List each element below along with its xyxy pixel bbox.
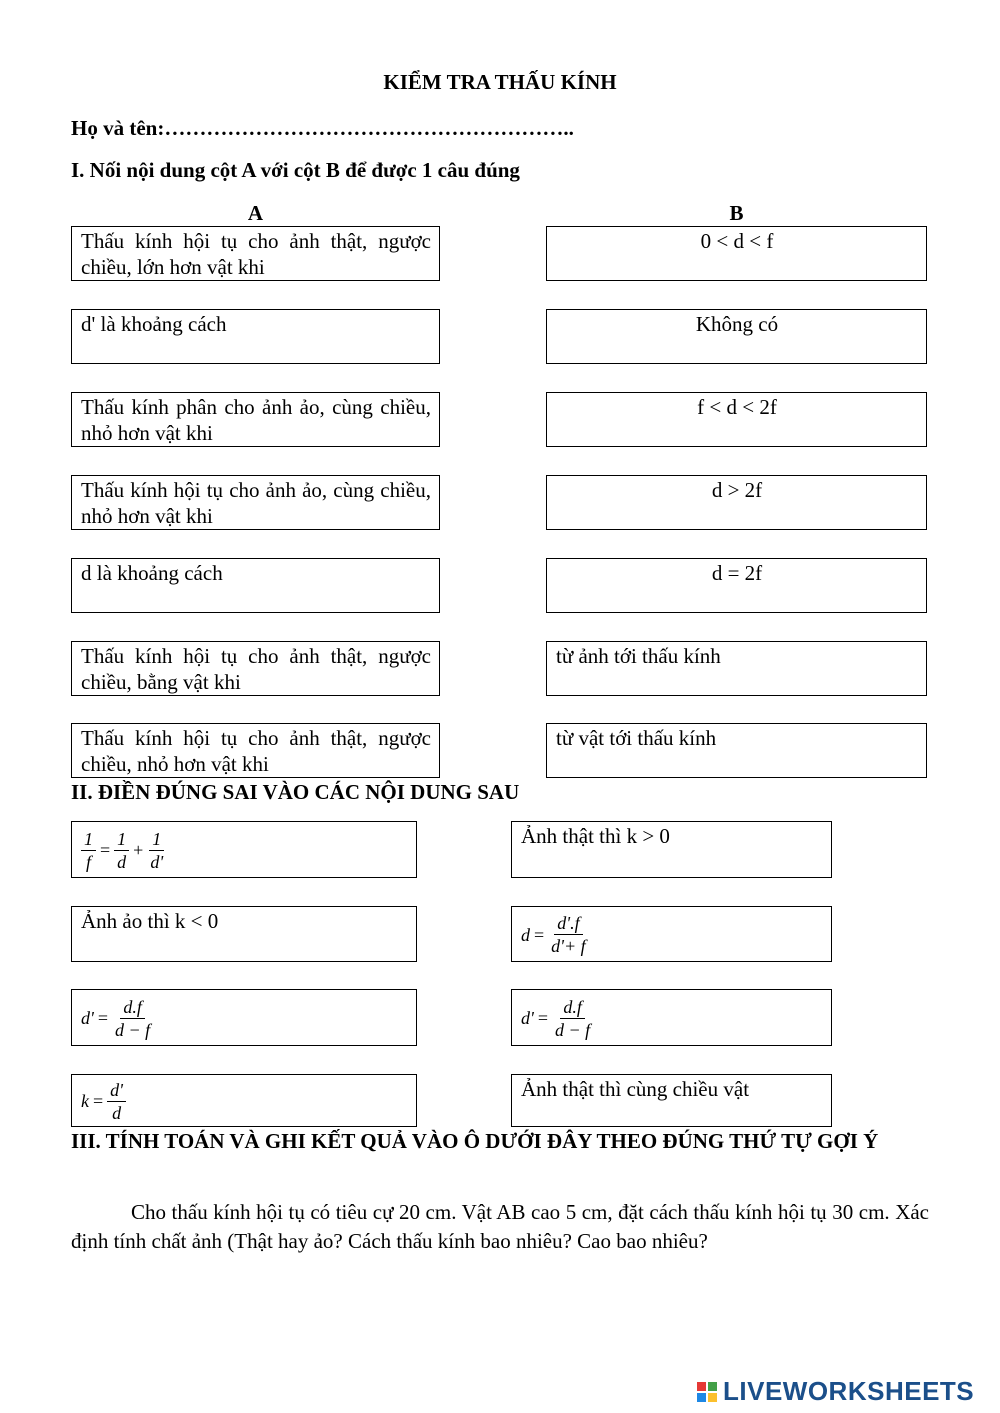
true-false-item[interactable] bbox=[71, 989, 417, 1046]
match-a-item[interactable]: Thấu kính hội tụ cho ảnh thật, ngược chiều, lớn hơn vật khi bbox=[71, 226, 440, 281]
section1-heading: I. Nối nội dung cột A với cột B để được 1 câu đúng bbox=[71, 158, 520, 182]
match-b-item[interactable]: Không có bbox=[546, 309, 927, 364]
section2-heading: II. ĐIỀN ĐÚNG SAI VÀO CÁC NỘI DUNG SAU bbox=[71, 780, 520, 804]
match-a-item[interactable]: Thấu kính phân cho ảnh ảo, cùng chiều, nhỏ hơn vật khi bbox=[71, 392, 440, 447]
true-false-item[interactable] bbox=[71, 1074, 417, 1127]
match-a-item[interactable]: Thấu kính hội tụ cho ảnh ảo, cùng chiều, nhỏ hơn vật khi bbox=[71, 475, 440, 530]
match-a-item[interactable]: d là khoảng cách bbox=[71, 558, 440, 613]
formula-image-distance: d' = $\frac{d.f}{d - f}$ bbox=[521, 996, 591, 1040]
match-b-item[interactable]: 0 < d < f bbox=[546, 226, 927, 281]
column-b-label: B bbox=[729, 201, 744, 225]
problem-statement: Cho thấu kính hội tụ có tiêu cự 20 cm. Vật AB cao 5 cm, đặt cách thấu kính hội tụ 30 cm. Xác định tính chất ảnh (Thật hay ảo? Cách thấu kính bao nhiêu? Cao bao nhiêu? bbox=[71, 1200, 929, 1253]
match-b-item[interactable]: f < d < 2f bbox=[546, 392, 927, 447]
match-a-item[interactable]: d' là khoảng cách bbox=[71, 309, 440, 364]
match-b-item[interactable]: từ ảnh tới thấu kính bbox=[546, 641, 927, 696]
column-a-label: A bbox=[247, 201, 264, 225]
match-a-item[interactable]: Thấu kính hội tụ cho ảnh thật, ngược chiều, nhỏ hơn vật khi bbox=[71, 723, 440, 778]
true-false-item[interactable] bbox=[71, 821, 417, 878]
formula-magnification: k = $\frac{d'}{d}$ bbox=[81, 1076, 408, 1126]
match-b-item[interactable]: từ vật tới thấu kính bbox=[546, 723, 927, 778]
true-false-item[interactable] bbox=[511, 989, 832, 1046]
liveworksheets-logo: LIVEWORKSHEETS bbox=[697, 1376, 974, 1407]
match-b-item[interactable]: d = 2f bbox=[546, 558, 927, 613]
true-false-item[interactable]: Ảnh thật thì k > 0 bbox=[511, 821, 832, 878]
name-line[interactable]: Họ và tên:………………………………………………….. bbox=[71, 116, 574, 140]
match-b-item[interactable]: d > 2f bbox=[546, 475, 927, 530]
page-title: KIỂM TRA THẤU KÍNH bbox=[383, 70, 617, 94]
formula-object-distance: d = $\frac{d'.f}{d'+ f}$ bbox=[521, 913, 586, 956]
logo-icon bbox=[697, 1382, 717, 1402]
section3-heading: III. TÍNH TOÁN VÀ GHI KẾT QUẢ VÀO Ô DƯỚI ĐÂY THEO ĐÚNG THỨ TỰ GỢI Ý bbox=[71, 1129, 879, 1153]
match-a-item[interactable]: Thấu kính hội tụ cho ảnh thật, ngược chiều, bằng vật khi bbox=[71, 641, 440, 696]
true-false-item[interactable] bbox=[511, 906, 832, 962]
true-false-item[interactable]: Ảnh ảo thì k < 0 bbox=[71, 906, 417, 962]
true-false-item[interactable]: Ảnh thật thì cùng chiều vật bbox=[511, 1074, 832, 1127]
formula-lens-equation: $\frac{1}{f}$ = $\frac{1}{d}$ + $\frac{1}{d'}$ bbox=[81, 823, 408, 877]
formula-image-distance: d' = $\frac{d.f}{d - f}$ bbox=[81, 996, 151, 1040]
